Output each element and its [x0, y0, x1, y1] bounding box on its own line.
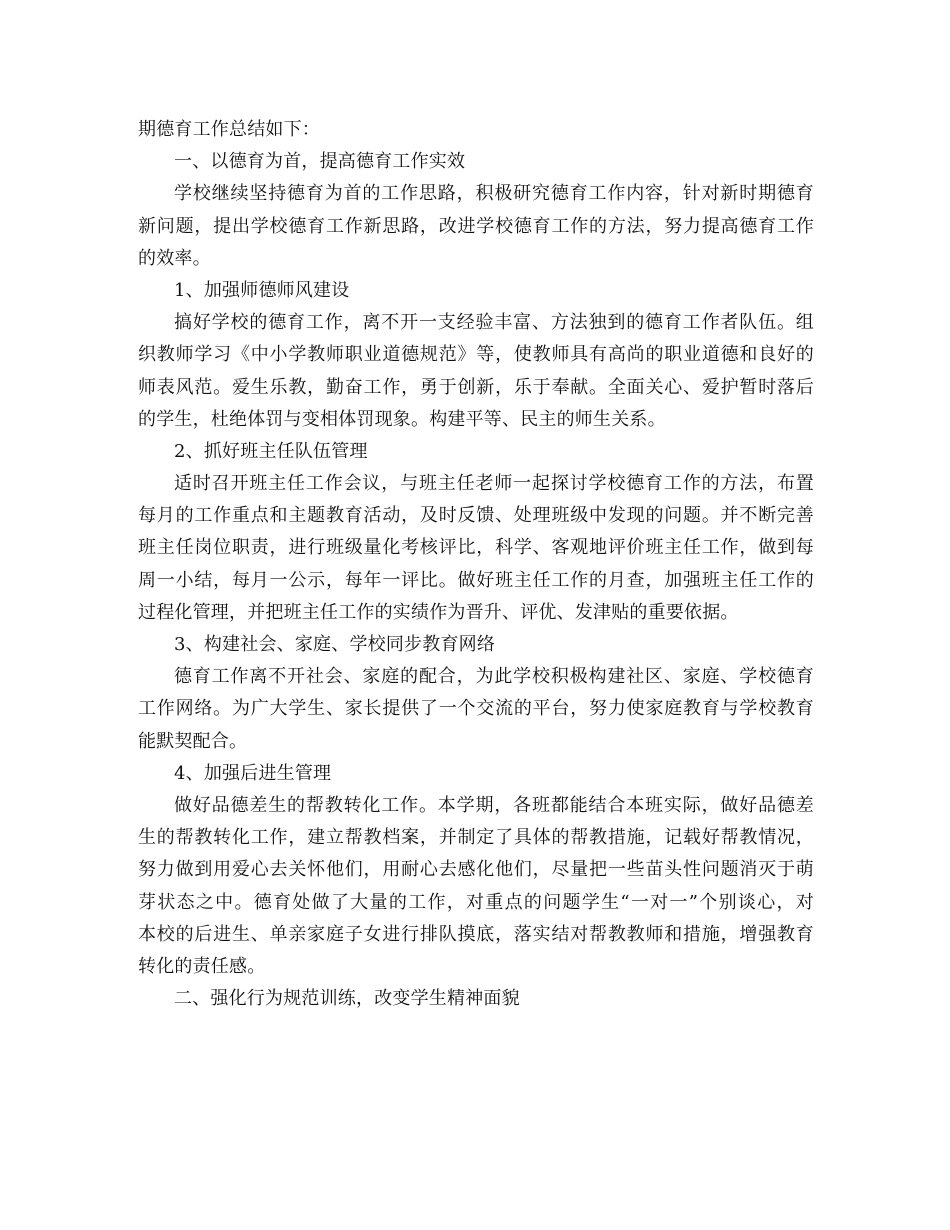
document-body [138, 114, 814, 1015]
text-line: 学校继续坚持德育为首的工作思路，积极研究德育工作内容，针对新时期德育 [174, 183, 814, 205]
text-line: 工作网络。为广大学生、家长提供了一个交流的平台，努力使家庭教育与学校教育 [138, 698, 814, 720]
text-line: 4、加强后进生管理 [174, 762, 332, 784]
text-line: 二、强化行为规范训练，改变学生精神面貌 [174, 988, 520, 1010]
text-line: 做好品德差生的帮教转化工作。本学期，各班都能结合本班实际，做好品德差 [174, 794, 814, 816]
text-line: 周一小结，每月一公示，每年一评比。做好班主任工作的月查，加强班主任工作的 [138, 569, 814, 591]
text-line: 期德育工作总结如下： [138, 119, 320, 140]
text-line: 生的帮教转化工作，建立帮教档案，并制定了具体的帮教措施，记载好帮教情况， [138, 827, 814, 849]
text-line: 班主任岗位职责，进行班级量化考核评比，科学、客观地评价班主任工作，做到每 [138, 537, 814, 559]
text-line: 的学生，杜绝体罚与变相体罚现象。构建平等、民主的师生关系。 [138, 408, 666, 430]
text-line: 过程化管理，并把班主任工作的实绩作为晋升、评优、发津贴的重要依据。 [138, 601, 739, 623]
text-line: 一、以德育为首，提高德育工作实效 [174, 151, 466, 173]
text-line: 搞好学校的德育工作，离不开一支经验丰富、方法独到的德育工作者队伍。组 [174, 312, 814, 334]
text-line: 努力做到用爱心去关怀他们，用耐心去感化他们，尽量把一些苗头性问题消灭于萌 [138, 859, 814, 881]
text-line: 适时召开班主任工作会议，与班主任老师一起探讨学校德育工作的方法，布置 [174, 473, 814, 495]
text-line: 能默契配合。 [138, 730, 248, 752]
text-line: 芽状态之中。德育处做了大量的工作，对重点的问题学生“一对一”个别谈心，对 [138, 891, 814, 913]
text-line: 的效率。 [138, 247, 211, 269]
text-line: 每月的工作重点和主题教育活动，及时反馈、处理班级中发现的问题。并不断完善 [138, 505, 814, 527]
text-line: 1、加强师德师风建设 [174, 279, 350, 301]
text-line: 织教师学习《中小学教师职业道德规范》等，使教师具有高尚的职业道德和良好的 [138, 344, 814, 366]
text-line: 德育工作离不开社会、家庭的配合，为此学校积极构建社区、家庭、学校德育 [174, 666, 814, 688]
text-line: 新问题，提出学校德育工作新思路，改进学校德育工作的方法，努力提高德育工作 [138, 215, 814, 237]
text-line: 转化的责任感。 [138, 955, 266, 977]
text-line: 3、构建社会、家庭、学校同步教育网络 [174, 634, 496, 655]
text-line: 本校的后进生、单亲家庭子女进行排队摸底，落实结对帮教教师和措施，增强教育 [138, 923, 814, 945]
text-line: 师表风范。爱生乐教，勤奋工作，勇于创新，乐于奉献。全面关心、爱护暂时落后 [138, 376, 814, 398]
text-line: 2、抓好班主任队伍管理 [174, 440, 368, 462]
